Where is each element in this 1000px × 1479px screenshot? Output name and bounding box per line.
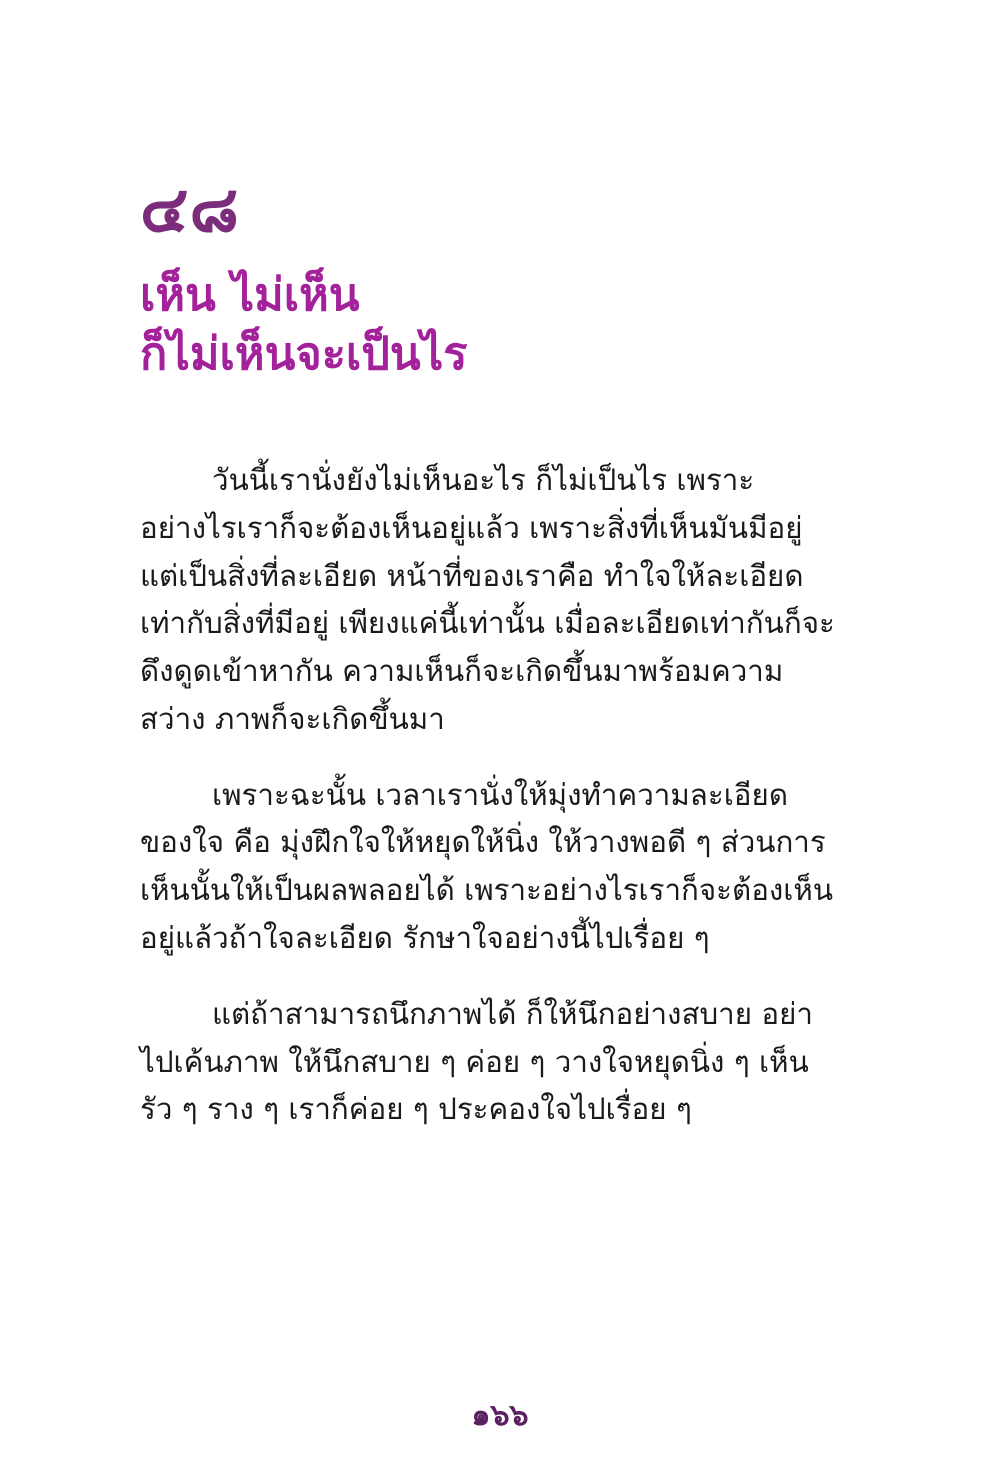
page-number: ๑๖๖ [471, 1398, 529, 1433]
paragraph-2: เพราะฉะนั้น เวลาเรานั่งให้มุ่งทำความละเอียดของใจ คือ มุ่งฝึกใจให้หยุดให้นิ่ง ให้วางพอดี ๆ ส่วนการเห็นนั้นให้เป็นผลพลอยได้ เพราะอย่างไรเราก็จะต้องเห็นอยู่แล้วถ้าใจละเอียด รักษาใจอย่างนี้ไปเรื่อย ๆ [140, 777, 834, 956]
chapter-title [140, 266, 840, 383]
body-text [140, 457, 840, 1134]
chapter-number: ๔๘ [140, 173, 240, 247]
paragraph-3: แต่ถ้าสามารถนึกภาพได้ ก็ให้นึกอย่างสบาย อย่าไปเค้นภาพ ให้นึกสบาย ๆ ค่อย ๆ วางใจหยุดนิ่ง ๆ เห็นรัว ๆ ราง ๆ เราก็ค่อย ๆ ประคองใจไปเรื่อย ๆ [140, 996, 813, 1127]
page-content [140, 0, 840, 1134]
paragraph-1: วันนี้เรานั่งยังไม่เห็นอะไร ก็ไม่เป็นไร เพราะอย่างไรเราก็จะต้องเห็นอยู่แล้ว เพราะสิ่งที่เห็นมันมีอยู่ แต่เป็นสิ่งที่ละเอียด หน้าที่ของเราคือ ทำใจให้ละเอียดเท่ากับสิ่งที่มีอยู่ เพียงแค่นี้เท่านั้น เมื่อละเอียดเท่ากันก็จะดึงดูดเข้าหากัน ความเห็นก็จะเกิดขึ้นมาพร้อมความสว่าง ภาพก็จะเกิดขึ้นมา [140, 463, 835, 736]
chapter-title-line-1: เห็น ไม่เห็น [140, 268, 360, 321]
chapter-title-line-2: ก็ไม่เห็นจะเป็นไร [140, 326, 468, 380]
